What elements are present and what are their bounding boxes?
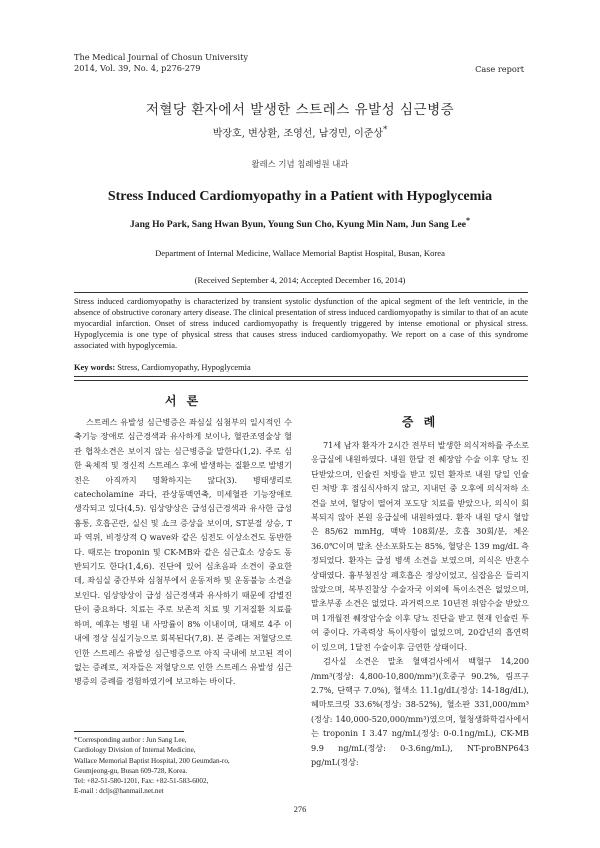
left-column [74, 392, 292, 689]
corresponding-author-footnote [74, 735, 299, 797]
footnote-line: Geumjeong-gu, Busan 609-728, Korea. [74, 766, 188, 775]
footnote-line: Tel: +82-51-580-1201, Fax: +82-51-583-6002, [74, 777, 209, 786]
abstract [74, 296, 528, 351]
korean-author-mark: * [383, 124, 388, 134]
keywords-list: Stress, Cardiomyopathy, Hypoglycemia [117, 363, 251, 372]
journal-volume: 2014, Vol. 39, No. 4, p276-279 [74, 63, 201, 73]
footnote-rule [74, 731, 184, 732]
page-number: 276 [293, 805, 307, 814]
english-authors [0, 216, 600, 230]
footnote-line: *Corresponding author : Jun Sang Lee, [74, 736, 187, 744]
english-affiliation: Department of Internal Medicine, Wallace Memorial Baptist Hospital, Busan, Korea [155, 248, 445, 258]
korean-affiliation: 왈레스 기념 침례병원 내과 [251, 159, 349, 169]
footnote-email: E-mail : dcljs@hanmail.net.net [74, 787, 164, 796]
journal-name: The Medical Journal of Chosun University [74, 52, 249, 62]
abstract-bottom-rule-2 [74, 380, 528, 381]
right-column [311, 396, 529, 769]
case-paragraph-2: 검사실 소견은 말초 혈액검사에서 백혈구 14,200 /mm³(정상: 4,800-10,800/mm³)(호중구 90.2%, 림프구 2.7%, 단핵구 7.0%), 혈색소 11.1g/dL(정상: 14-18g/dL), 헤마토크릿 33.6%(정상: 38-52%), 혈소판 331,000/mm³ (정상: 140,000-520,000/mm³)였으며, 혈청생화학검사에서는 troponin I 3.47 ng/mL(정상: 0-0.1ng/mL), CK-MB 9.9 ng/mL(정상: 0-3.6ng/mL), NT-proBNP643 pg/mL(정상: [311, 656, 529, 767]
english-title: Stress Induced Cardiomyopathy in a Patient with Hypoglycemia [107, 189, 493, 204]
korean-author-names: 박장호, 변상환, 조영선, 남경민, 이준상 [212, 128, 384, 140]
introduction-paragraph: 스트레스 유발성 심근병증은 좌심실 심첨부의 일시적인 수축기능 장애로 심근경색과 유사하게 보이나, 혈관조영술상 혈관 협착소견은 보이지 않는 심근병증을 말한다(1,2). 주로 심한 육체적 및 정신적 스트레스 후에 발생하는 질환으로 발병기전은 아직까지 명확하지는 않다(3). 병태생리로 catecholamine 과다, 관상동맥연축, 미세혈관 기능장애로 생각되고 있다(4,5). 임상양상은 급성심근경색과 유사한 급성흉통, 호흡곤란, 실신 및 쇼크 증상을 보이며, ST분절 상승, T파 역위, 비정상적 Q wave와 같은 심전도 이상소견도 동반한다. 때로는 troponin 및 CK-MB와 같은 심근효소 상승도 동반되기도 한다(1,4,6). 진단에 있어 심초음파 소견이 중요한데, 좌심실 중간부와 심첨부에서 운동저하 및 운동불능 소견을 보인다. 임상양상이 급성 심근경색과 유사하기 때문에 감별진단이 중요하다. 치료는 주로 보존적 치료 및 기저질환 치료를 하며, 예후는 병원 내 사망률이 8% 이내이며, 대체로 4주 이내에 정상 심실기능으로 회복된다(7,8). 본 증례는 저혈당으로 인한 스트레스 유발성 심근병증으로 아직 국내에 보고된 적이 없는 증례로, 저자들은 저혈당으로 인한 스트레스 유발성 심근병증의 증례를 경험하였기에 보고하는 바이다. [74, 417, 292, 687]
korean-title: 저혈당 환자에서 발생한 스트레스 유발성 심근병증 [145, 102, 455, 118]
received-dates: (Received September 4, 2014; Accepted December 16, 2014) [194, 275, 406, 285]
english-author-mark: * [466, 216, 471, 225]
korean-authors [0, 124, 600, 139]
case-paragraph-1: 71세 남자 환자가 2시간 전부터 발생한 의식저하를 주소로 응급실에 내원하였다. 내원 한달 전 췌장암 수술 이후 당뇨 진단받았으며, 인슐린 처방을 받고 있던 환자로 내원 당일 인슐린 처방 후 점심식사하지 않고, 지내던 중 오후에 의식저하 소견을 보여, 혈당이 떨어져 포도당 치료를 받았으나, 의식이 회복되지 않아 본원 응급실에 내원하였다. 환자 내원 당시 혈압은 85/62 mmHg, 맥박 108회/분, 호흡 30회/분, 체온 36.0℃이며 말초 산소포화도는 85%, 혈당은 139 mg/dL 측정되었다. 환자는 급성 병색 소견을 보였으며, 의식은 반혼수 상태였다. 흉부청진상 폐호흡은 정상이었고, 심잡음은 들리지 않았으며, 복부진찰상 수술자국 이외에 특이소견은 없었으며, 말초부종 소견은 없었다. 과거력으로 10년전 위암수술 받았으며 1개월전 췌장암수술 이후 당뇨 진단을 받고 현재 인슐린 투여 중이다. 가족력상 특이사항이 없었으며, 20갑년의 흡연력이 있으며, 1달전 수술이후 금연한 상태이다. [311, 440, 529, 652]
keywords-label: Key words: [74, 363, 116, 372]
abstract-text: Stress induced cardiomyopathy is characterized by transient systolic dysfunction of the apical segment of the left ventricle, in the absence of obstructive coronary artery disease. The clinical presentation of stress induced cardiomyopathy is similar to that of an acute myocardial infarction. Onset of stress induced cardiomyopathy is frequently triggered by intense emotional or physical stress. Hypoglycemia is one type of physical stress that causes stress induced cardiomyopathy. We report on a case of this syndrome associated with hypoglycemia. [74, 297, 528, 351]
journal-citation [74, 52, 248, 74]
case-heading: 증 례 [401, 415, 439, 429]
article-type: Case report [475, 64, 524, 74]
keywords [74, 363, 528, 372]
abstract-top-rule [74, 292, 528, 293]
english-author-names: Jang Ho Park, Sang Hwan Byun, Young Sun Cho, Kyung Min Nam, Jun Sang Lee [129, 219, 467, 231]
introduction-heading: 서 론 [164, 394, 202, 408]
abstract-bottom-rule [74, 376, 528, 377]
footnote-line: Cardiology Division of Internal Medicine, [74, 746, 196, 755]
footnote-line: Wallace Memorial Baptist Hospital, 200 Geumdan-ro, [74, 756, 230, 765]
